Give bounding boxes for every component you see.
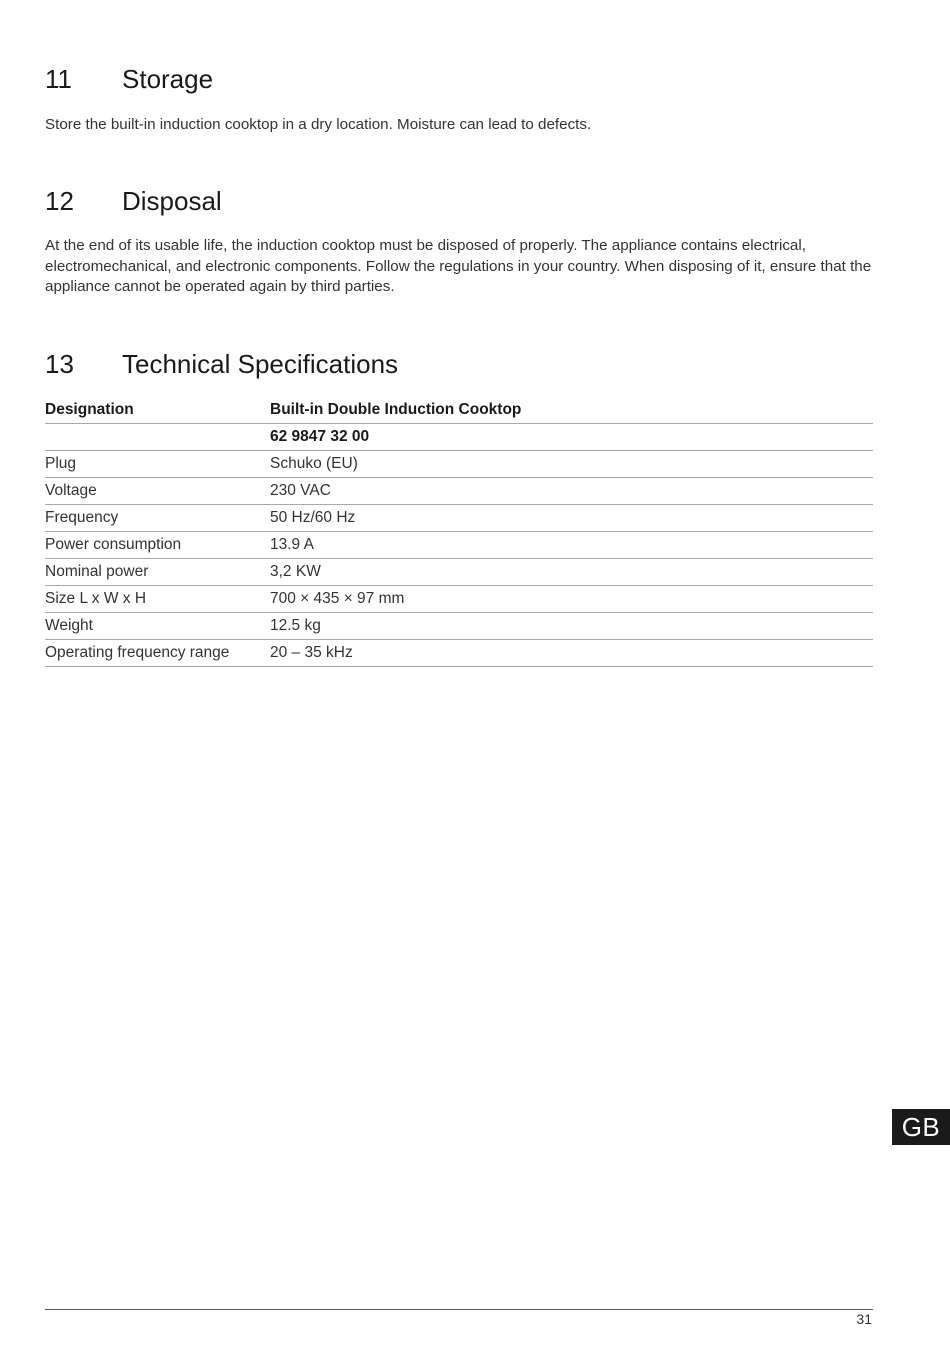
table-row — [45, 559, 873, 586]
spec-table — [45, 397, 873, 667]
section-number: 11 — [45, 64, 72, 94]
row-value: 20 – 35 kHz — [270, 640, 873, 667]
row-label: Voltage — [45, 478, 270, 505]
table-row — [45, 478, 873, 505]
disposal-paragraph: At the end of its usable life, the induction cooktop must be disposed of properly. The appliance contains electrical, electromechanical, and electronic components. Follow the regulations in your country. When disposing of it, ensure that the appliance cannot be operated again by third parties. — [45, 237, 872, 295]
row-value: 50 Hz/60 Hz — [270, 505, 873, 532]
row-value: 12.5 kg — [270, 613, 873, 640]
row-label: Frequency — [45, 505, 270, 532]
article-label — [45, 424, 270, 451]
section-heading-storage — [45, 64, 213, 95]
table-row — [45, 451, 873, 478]
row-value: Schuko (EU) — [270, 451, 873, 478]
row-label: Power consumption — [45, 532, 270, 559]
header-value: Built-in Double Induction Cooktop — [270, 397, 873, 424]
section-title: Disposal — [122, 186, 222, 216]
row-label: Plug — [45, 451, 270, 478]
article-number: 62 9847 32 00 — [270, 424, 873, 451]
row-label: Weight — [45, 613, 270, 640]
section-heading-disposal — [45, 186, 222, 217]
row-value: 230 VAC — [270, 478, 873, 505]
language-tab: GB — [892, 1109, 950, 1145]
footer-divider — [45, 1309, 873, 1310]
row-label: Nominal power — [45, 559, 270, 586]
section-number: 12 — [45, 186, 74, 216]
section-title: Technical Specifications — [122, 349, 399, 379]
row-value: 3,2 KW — [270, 559, 873, 586]
table-row — [45, 505, 873, 532]
row-label: Operating frequency range — [45, 640, 270, 667]
row-value: 700 × 435 × 97 mm — [270, 586, 873, 613]
table-row — [45, 613, 873, 640]
section-title: Storage — [122, 64, 214, 94]
table-row — [45, 586, 873, 613]
page-number: 31 — [856, 1311, 872, 1327]
table-row — [45, 532, 873, 559]
section-number: 13 — [45, 349, 74, 379]
table-header-row — [45, 397, 873, 424]
section-heading-technical-specifications — [45, 349, 398, 380]
row-label: Size L x W x H — [45, 586, 270, 613]
article-number-row — [45, 424, 873, 451]
storage-paragraph: Store the built-in induction cooktop in a dry location. Moisture can lead to defects. — [45, 116, 592, 133]
header-label: Designation — [45, 397, 270, 424]
table-row — [45, 640, 873, 667]
row-value: 13.9 A — [270, 532, 873, 559]
